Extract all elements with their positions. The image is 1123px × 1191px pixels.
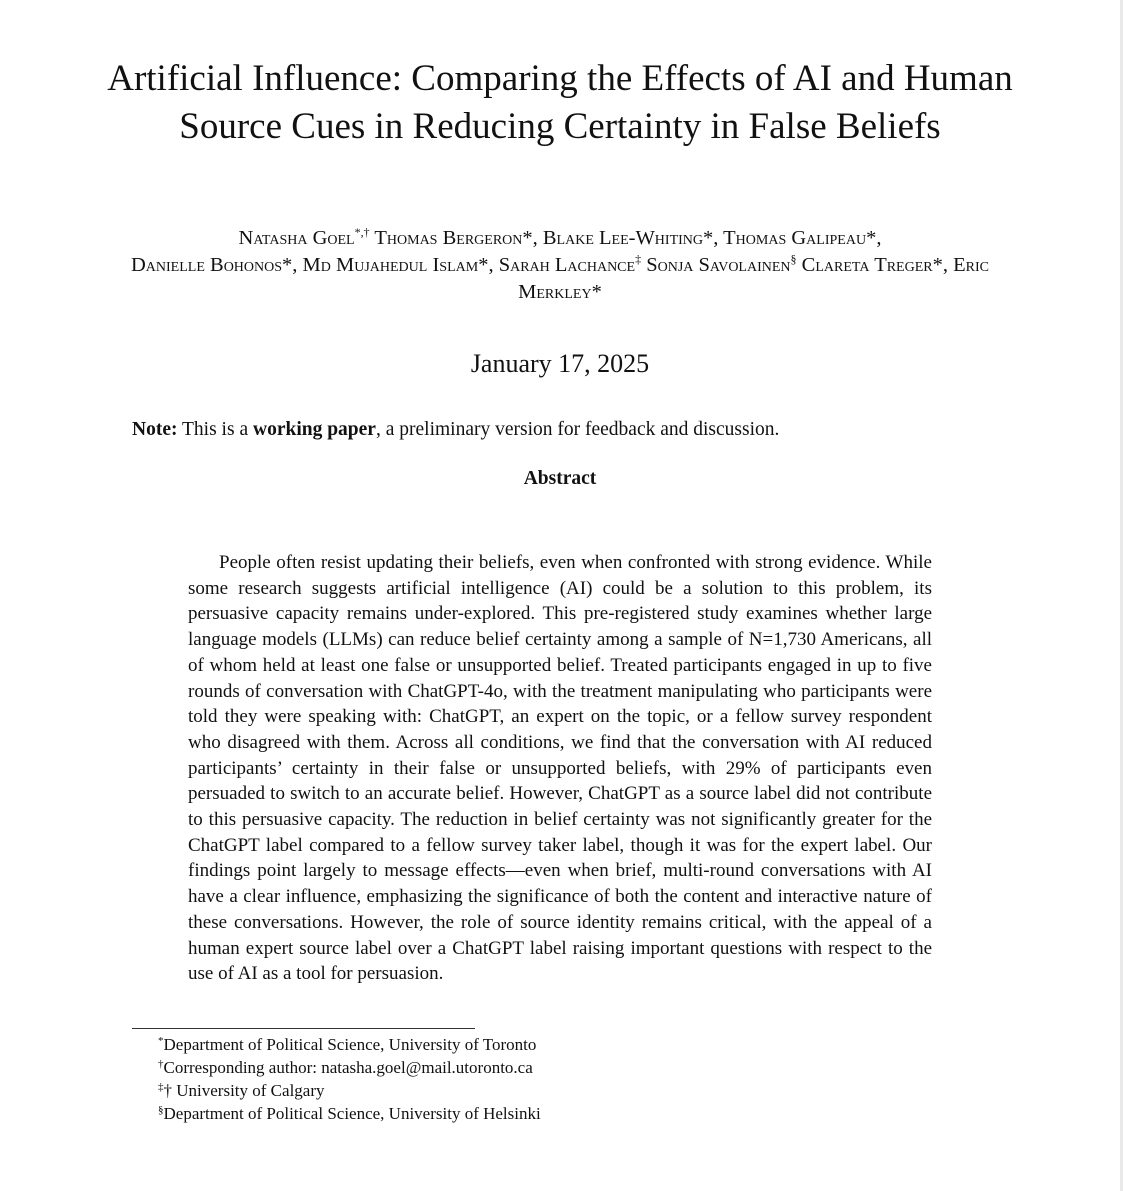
author-name: Eric Merkley: [518, 254, 989, 303]
author-name: Md Mujahedul Islam: [302, 254, 479, 276]
author-name: Sarah Lachance: [498, 254, 636, 276]
author-affiliation-mark: *: [591, 281, 602, 303]
author-affiliation-mark: *: [478, 254, 489, 276]
footnote-text: † University of Calgary: [163, 1081, 325, 1100]
footnote: [158, 1102, 541, 1125]
author-name: Sonja Savolainen: [646, 254, 791, 276]
footnote: [158, 1056, 541, 1079]
author-affiliation-mark: *: [703, 227, 714, 249]
author-separator: ,: [488, 254, 499, 276]
footnote-text: Department of Political Science, University of Helsinki: [163, 1104, 541, 1123]
author-separator: ,: [292, 254, 303, 276]
author-affiliation-mark: *: [282, 254, 293, 276]
author-affiliation-mark: *: [866, 227, 877, 249]
author-name: Danielle Bohonos: [131, 254, 283, 276]
working-paper-note: [132, 417, 992, 443]
note-text: This is a: [182, 419, 249, 440]
author-name: Thomas Galipeau: [723, 227, 867, 249]
abstract-heading: Abstract: [523, 468, 597, 489]
author-affiliation-mark: *,†: [354, 225, 370, 239]
author-separator: ,: [713, 227, 724, 249]
footnotes: [158, 1033, 541, 1125]
author-affiliation-mark: *: [522, 227, 533, 249]
author-list: [100, 225, 1020, 306]
footnote-rule: [132, 1028, 475, 1029]
author-affiliation-mark: *: [932, 254, 943, 276]
footnote-mark: *: [158, 1035, 164, 1047]
author-name: Natasha Goel: [238, 227, 355, 249]
author-affiliation-mark: §: [790, 252, 797, 266]
footnote: [158, 1033, 541, 1056]
abstract-body: People often resist updating their beliefs, even when confronted with strong evidence. While some research suggests artificial intelligence (AI) could be a solution to this problem, its persuasive capacity remains under-explored. This pre-registered study examines whether large language models (LLMs) can reduce belief certainty among a sample of N=1,730 Americans, all of whom held at least one false or unsupported belief. Treated participants engaged in up to five rounds of conversation with ChatGPT-4o, with the treatment manipulating who participants were told they were speaking with: ChatGPT, an expert on the topic, or a fellow survey respondent who disagreed with them. Across all conditions, we find that the conversation with AI reduced participants’ certainty in their false or unsupported beliefs, with 29% of participants even persuaded to switch to an accurate belief. However, ChatGPT as a source label did not contribute to this persuasive capacity. The reduction in belief certainty was not significantly greater for the ChatGPT label compared to a fellow survey taker label, though it was for the expert label. Our findings point largely to message effects—even when brief, multi-round conversations with AI have a clear influence, emphasizing the significance of both the content and interactive nature of these conversations. However, the role of source identity remains critical, with the appeal of a human expert source label over a ChatGPT label raising important questions with respect to the use of AI as a tool for persuasion.: [188, 552, 932, 985]
footnote-text: Department of Political Science, University of Toronto: [163, 1035, 537, 1054]
author-separator: ,: [942, 254, 954, 276]
footnote-mark: §: [158, 1104, 164, 1116]
author-separator: ,: [876, 227, 882, 249]
note-text-tail: , a preliminary version for feedback and discussion.: [375, 419, 780, 440]
note-label: Note:: [132, 419, 178, 440]
footnote-text: Corresponding author: natasha.goel@mail.utoronto.ca: [163, 1058, 533, 1077]
author-name: Clareta Treger: [801, 254, 933, 276]
author-affiliation-mark: ‡: [635, 252, 642, 266]
author-name: Thomas Bergeron: [374, 227, 523, 249]
paper-title: Artificial Influence: Comparing the Effects of AI and Human Source Cues in Reducing Certainty in False Beliefs: [107, 58, 1013, 147]
note-emphasis: working paper: [252, 419, 376, 440]
footnote: [158, 1079, 541, 1102]
author-name: Blake Lee-Whiting: [542, 227, 704, 249]
publication-date: January 17, 2025: [470, 349, 650, 378]
footnote-mark: ‡: [158, 1081, 164, 1093]
footnote-mark: †: [158, 1058, 164, 1070]
author-separator: ,: [532, 227, 543, 249]
